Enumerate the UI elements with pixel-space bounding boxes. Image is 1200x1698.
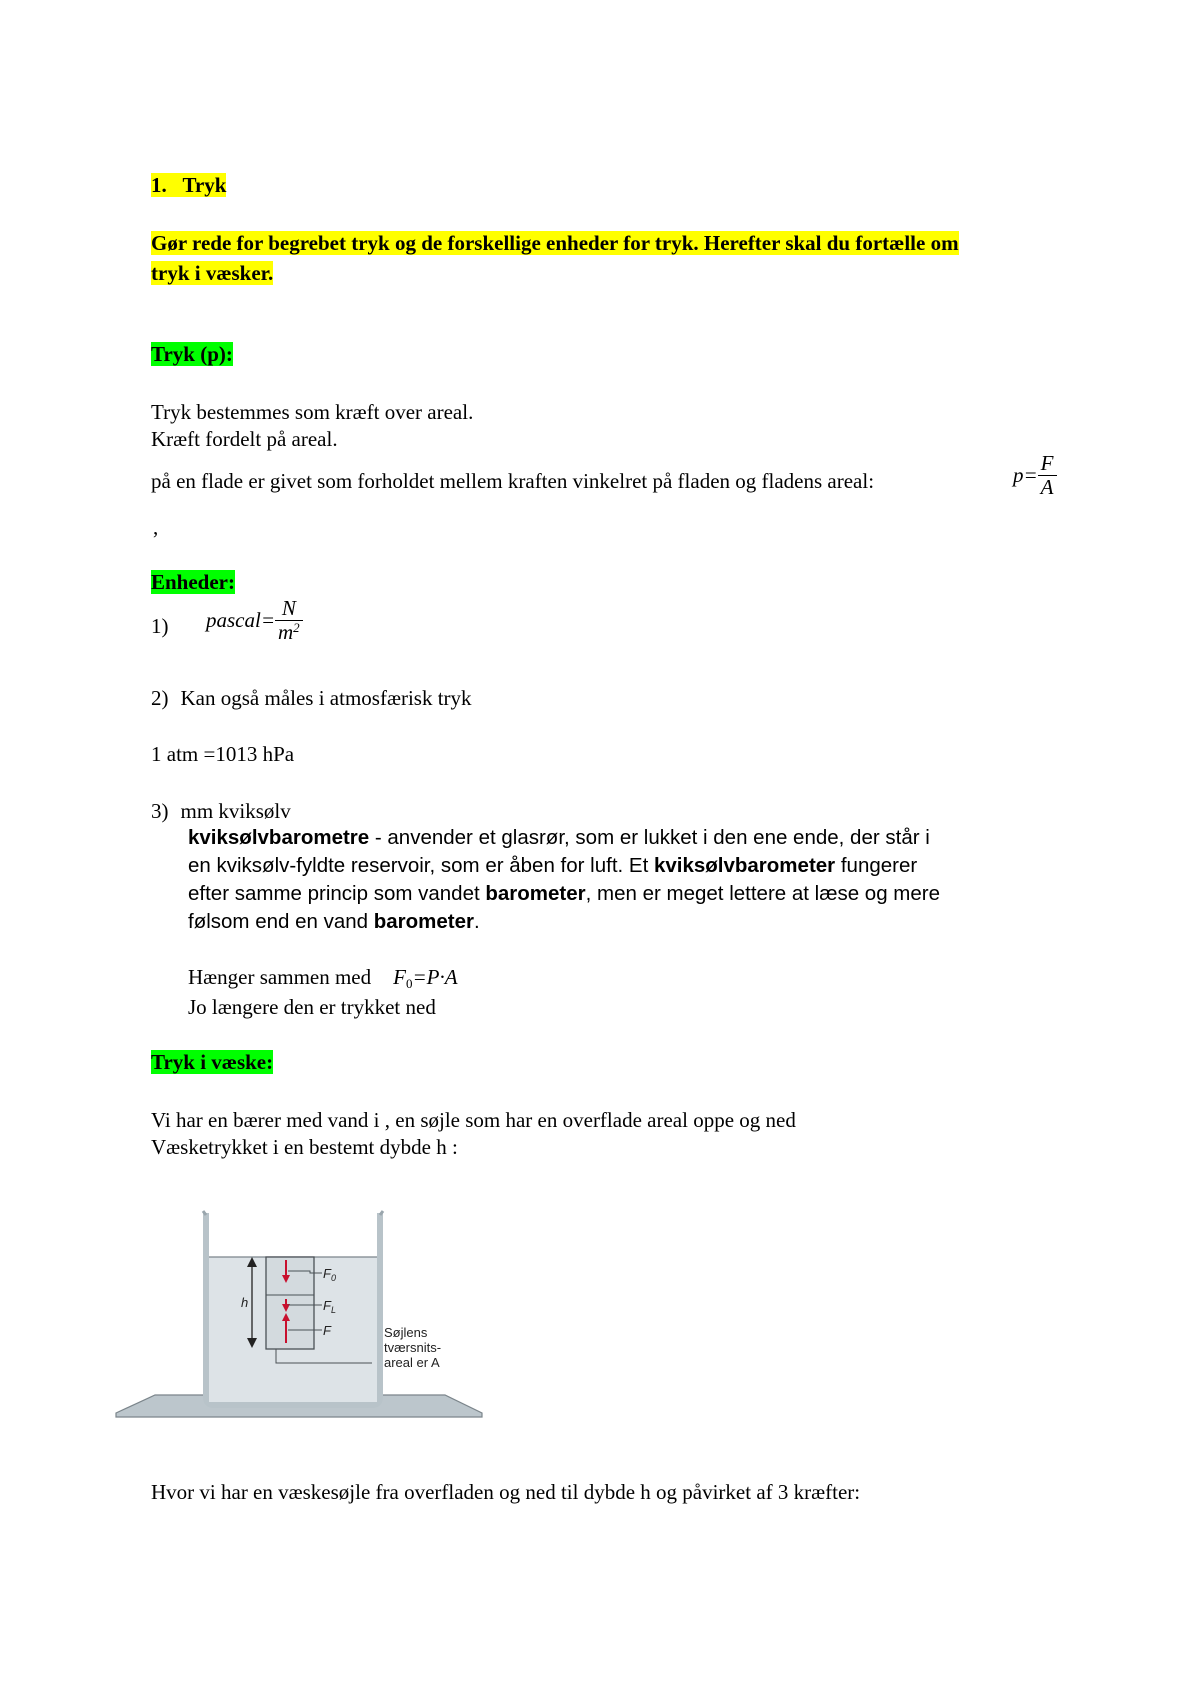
relation-line: Hænger sammen med $F_0=P\cdot A$ bbox=[188, 965, 458, 991]
unit-2: 2) Kan også måles i atmosfærisk tryk bbox=[151, 686, 472, 710]
atm-line: 1 atm =1013 hPa bbox=[151, 742, 295, 766]
formula-numerator: F bbox=[1038, 452, 1057, 476]
liquid-closing: Hvor vi har en væskesøjle fra overfladen og ned til dybde h og påvirket af 3 kræfter: bbox=[151, 1480, 861, 1504]
def-line-2: en kviksølv-fyldte reservoir, som er åben for luft. Et kviksølvbarometer fungerer bbox=[188, 854, 918, 877]
liquid-line-2: Væsketrykket i en bestemt dybde h : bbox=[151, 1135, 458, 1159]
section-title-text: Tryk bbox=[182, 173, 227, 197]
def-term: kviksølvbarometre bbox=[188, 826, 370, 849]
label-FL: $F_L$ bbox=[323, 1298, 336, 1315]
question-line-1: Gør rede for begrebet tryk og de forskellige enheder for tryk. Herefter skal du fortælle om bbox=[151, 231, 959, 255]
formula-denominator: A bbox=[1040, 475, 1054, 500]
unit-3: 3) mm kviksølv bbox=[151, 799, 291, 823]
section-title bbox=[151, 173, 226, 198]
beaker-figure bbox=[110, 1205, 490, 1425]
section-number: 1. bbox=[151, 173, 167, 197]
caption-line-3: areal er A bbox=[384, 1355, 440, 1370]
stray-comma: , bbox=[153, 515, 159, 539]
unit-1-formula: pascal= $\frac{N}{m^2}$ bbox=[206, 597, 303, 644]
caption-line-1: Søjlens bbox=[384, 1325, 428, 1340]
caption-line-2: tværsnits- bbox=[384, 1340, 442, 1355]
pressure-formula: p= $\frac{F}{A}$ bbox=[1013, 452, 1057, 499]
pressure-heading: Tryk (p): bbox=[151, 342, 233, 366]
def-line-1: kviksølvbarometre - anvender et glasrør, som er lukket i den ene ende, der står i bbox=[188, 826, 930, 849]
label-F: F bbox=[323, 1323, 331, 1338]
def-line-3: efter samme princip som vandet barometer, men er meget lettere at læse og mere bbox=[188, 882, 940, 905]
pressure-line-3: på en flade er givet som forholdet mellem kraften vinkelret på fladen og fladens areal: bbox=[151, 469, 875, 493]
question-line-2: tryk i væsker. bbox=[151, 261, 274, 285]
def-line-4: følsom end en vand barometer. bbox=[188, 910, 480, 933]
unit-1-number: 1) bbox=[151, 614, 169, 638]
units-heading: Enheder: bbox=[151, 570, 235, 594]
pressure-line-2: Kræft fordelt på areal. bbox=[151, 427, 338, 451]
pressure-line-1: Tryk bestemmes som kræft over areal. bbox=[151, 400, 474, 424]
liquid-line-1: Vi har en bærer med vand i , en søjle som har en overflade areal oppe og ned bbox=[151, 1108, 796, 1132]
liquid-heading: Tryk i væske: bbox=[151, 1050, 274, 1074]
label-F0: $F_0$ bbox=[323, 1266, 336, 1283]
relation-line-2: Jo længere den er trykket ned bbox=[188, 995, 436, 1019]
label-h: h bbox=[241, 1295, 249, 1310]
